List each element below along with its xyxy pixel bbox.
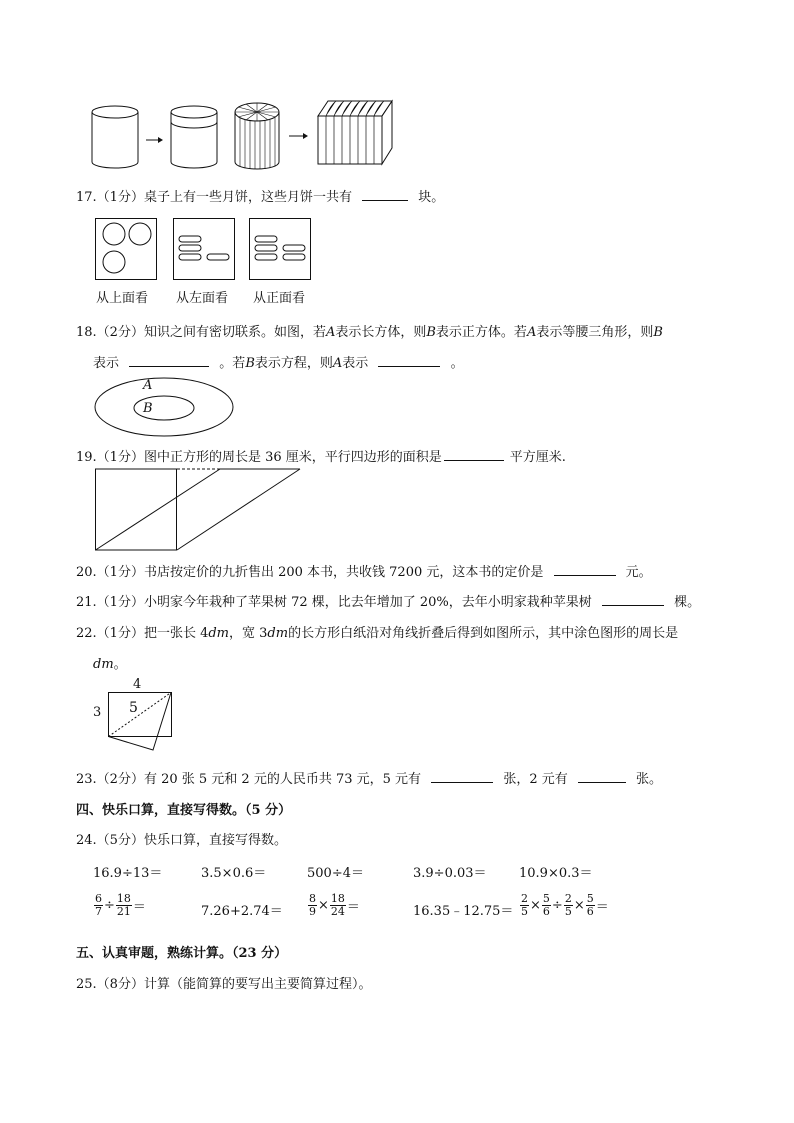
q24-r2-item4: 16.35﹣12.75＝ — [413, 904, 514, 919]
q24-r1-item2: 3.5×0.6＝ — [201, 866, 267, 881]
q21-answer-blank[interactable] — [602, 593, 664, 606]
ellipse-venn-figure — [94, 377, 234, 437]
q22-line1: 22.（1分）把一张长 4dm，宽 3dm的长方形白纸沿对角线折叠后得到如图所示，其中涂色图形的周长是 — [76, 626, 679, 641]
fig-label-top: 4 — [133, 677, 142, 692]
q18-line1: 18.（2分）知识之间有密切联系。如图，若A表示长方体，则B表示正方体。若A表示等腰三角形，则B — [76, 325, 663, 340]
view-label-top: 从上面看 — [96, 291, 149, 306]
q19-line: 19.（1分）图中正方形的周长是 36 厘米，平行四边形的面积是 平方厘米. — [76, 450, 566, 465]
q24-r2-item1: $\frac{6}{7}$ ÷ $\frac{18}{21}$ ＝ — [95, 892, 146, 918]
q20-line: 20.（1分）书店按定价的九折售出 200 本书，共收钱 7200 元，这本书的定价是 元。 — [76, 565, 652, 580]
q18-answer-blank-2[interactable] — [378, 354, 440, 367]
q22-line2: dm。 — [93, 657, 127, 672]
q18-answer-blank-1[interactable] — [129, 354, 209, 367]
view-label-left: 从左面看 — [176, 291, 229, 306]
folded-rectangle-figure — [108, 692, 178, 752]
ellipse-label-a: A — [143, 378, 153, 393]
ellipse-label-b: B — [143, 401, 153, 416]
q24-r1-item4: 3.9÷0.03＝ — [413, 866, 487, 881]
q17-text: 17.（1分）桌子上有一些月饼，这些月饼一共有 — [76, 190, 352, 205]
q25-title: 25.（8分）计算（能简算的要写出主要简算过程）。 — [76, 977, 372, 992]
q17-line — [76, 186, 444, 205]
section5-title: 五、认真审题，熟练计算。（23 分） — [76, 946, 288, 961]
q17-text-end: 块。 — [418, 190, 445, 205]
q23-answer-blank-2[interactable] — [578, 770, 626, 783]
q24-r2-item5: $\frac{2}{5}$ × $\frac{5}{6}$ ÷ $\frac{2}{5}$ × $\frac{5}{6}$ ＝ — [521, 892, 609, 918]
q18-line2: 表示 。若B表示方程，则A表示 。 — [93, 356, 464, 371]
fig-label-diag: 5 — [129, 700, 138, 716]
view-label-front: 从正面看 — [253, 291, 306, 306]
q17-answer-blank[interactable] — [362, 188, 408, 201]
mooncake-views-figure — [95, 218, 345, 284]
section4-title: 四、快乐口算，直接写得数。（5 分） — [76, 803, 292, 818]
q24-r1-item1: 16.9÷13＝ — [93, 866, 163, 881]
q24-title: 24.（5分）快乐口算，直接写得数。 — [76, 833, 287, 848]
q20-answer-blank[interactable] — [554, 563, 616, 576]
q21-line: 21.（1分）小明家今年栽种了苹果树 72 棵，比去年增加了 20%，去年小明家栽种苹果树 棵。 — [76, 595, 701, 610]
square-parallelogram-figure — [95, 468, 305, 552]
q24-r1-item3: 500÷4＝ — [307, 866, 364, 881]
fig-label-left: 3 — [93, 705, 102, 720]
cylinder-transform-figure — [90, 98, 410, 170]
q23-answer-blank-1[interactable] — [431, 770, 493, 783]
q24-r2-item2: 7.26+2.74＝ — [201, 904, 283, 919]
q19-answer-blank[interactable] — [444, 448, 504, 461]
q24-r2-item3: $\frac{8}{9}$ × $\frac{18}{24}$ ＝ — [309, 892, 360, 918]
q24-r1-item5: 10.9×0.3＝ — [519, 866, 593, 881]
q23-line: 23.（2分）有 20 张 5 元和 2 元的人民币共 73 元，5 元有 张，2 元有 张。 — [76, 772, 663, 787]
